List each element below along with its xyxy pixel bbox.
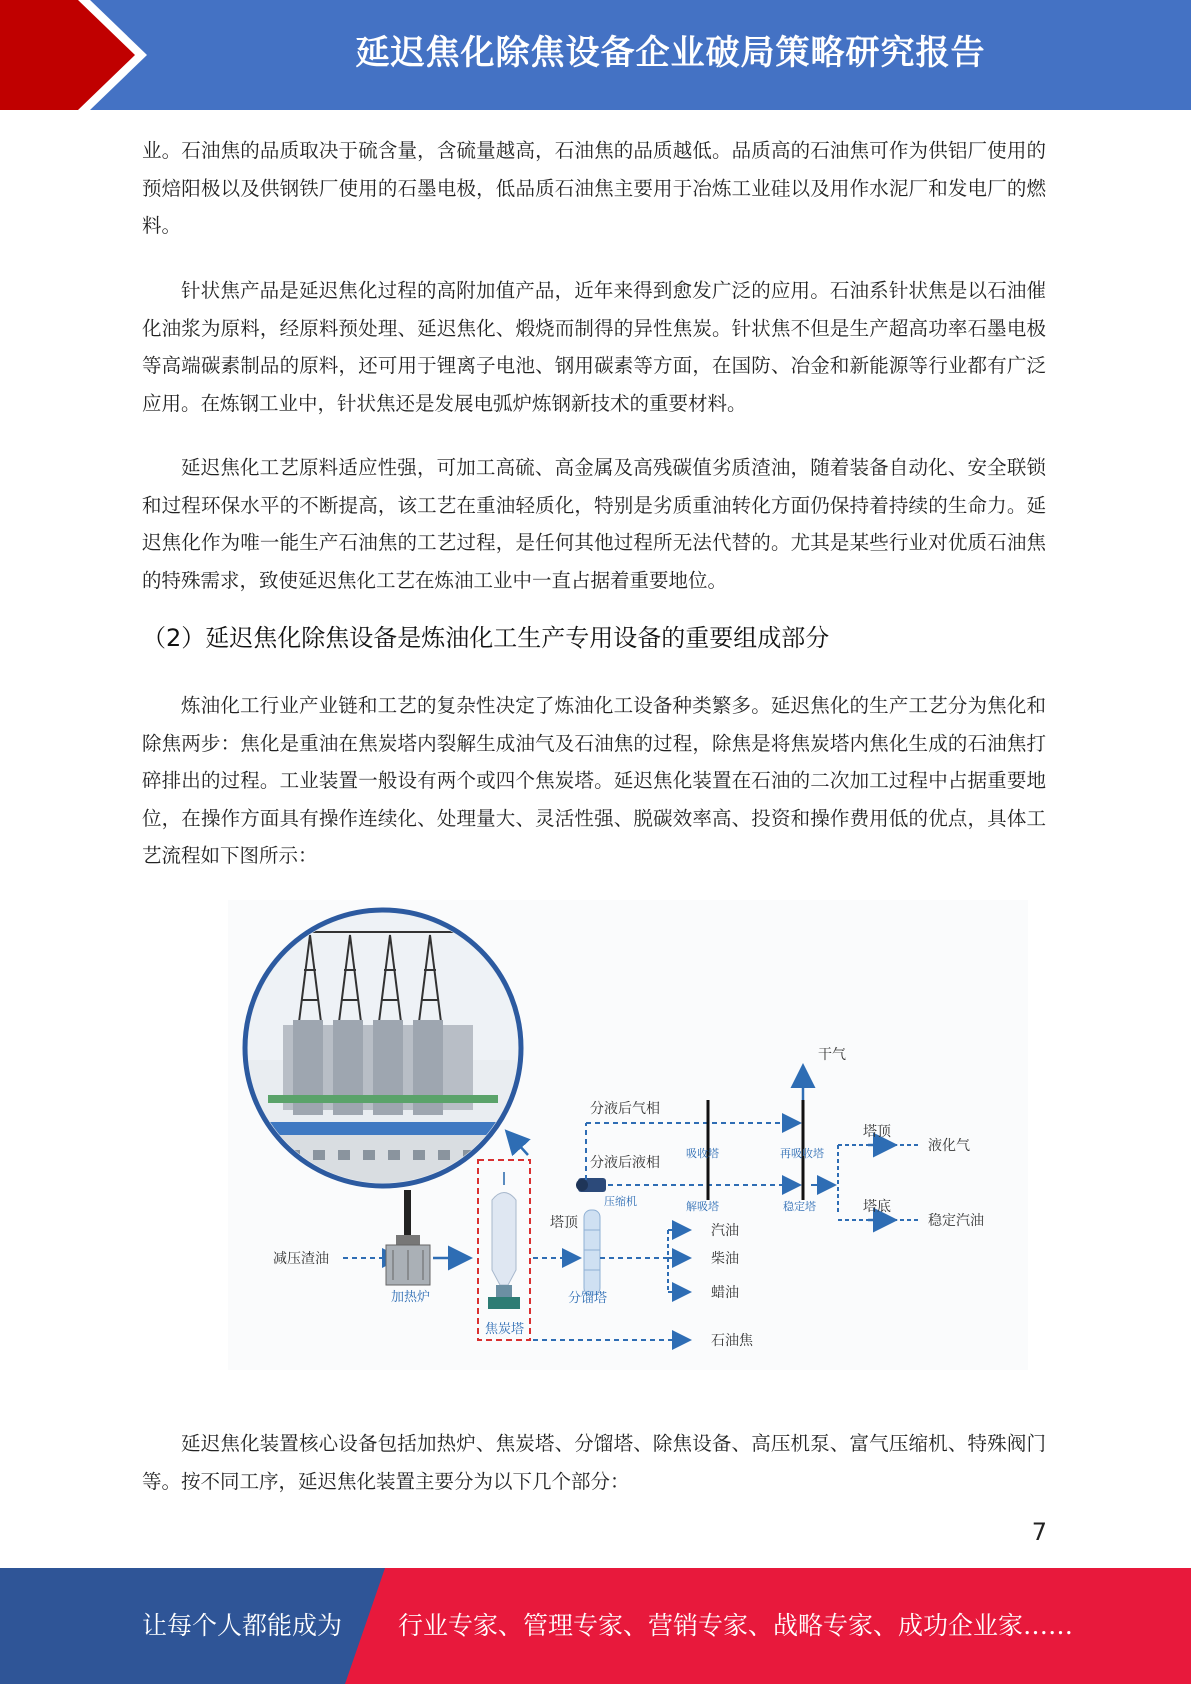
paragraph-industry-chain: 炼油化工行业产业链和工艺的复杂性决定了炼油化工设备种类繁多。延迟焦化的生产工艺分为焦化和除焦两步：焦化是重油在焦炭塔内裂解生成油气及石油焦的过程，除焦是将焦炭塔内焦化生成的石油焦打碎排出的过程。工业装置一般设有两个或四个焦炭塔。延迟焦化装置在石油的二次加工过程中占据重要地位，在操作方面具有操作连续化、处理量大、灵活性强、脱碳效率高、投资和操作费用低的优点，具体工艺流程如下图所示： bbox=[142, 694, 1046, 867]
dry-gas-label: 干气 bbox=[818, 1047, 846, 1063]
page-header bbox=[0, 0, 1191, 110]
gasoline-label: 汽油 bbox=[711, 1223, 739, 1239]
lpg-label: 液化气 bbox=[928, 1138, 970, 1154]
process-flow-diagram bbox=[228, 900, 1028, 1370]
desorber-label: 解吸塔 bbox=[686, 1200, 719, 1213]
section-heading: （2）延迟焦化除焦设备是炼油化工生产专用设备的重要组成部分 bbox=[142, 624, 830, 652]
petroleum-coke-label: 石油焦 bbox=[711, 1333, 753, 1349]
liquid-phase-label: 分液后液相 bbox=[590, 1155, 660, 1171]
fractionator-label: 分馏塔 bbox=[568, 1291, 608, 1306]
feed-label: 减压渣油 bbox=[273, 1251, 329, 1267]
stable-gasoline-label: 稳定汽油 bbox=[928, 1213, 984, 1229]
absorber-label: 吸收塔 bbox=[686, 1147, 719, 1160]
diesel-label: 柴油 bbox=[711, 1251, 739, 1267]
paragraph-core-equipment: 延迟焦化装置核心设备包括加热炉、焦炭塔、分馏塔、除焦设备、高压机泵、富气压缩机、特殊阀门等。按不同工序，延迟焦化装置主要分为以下几个部分： bbox=[142, 1432, 1046, 1493]
wax-oil-label: 蜡油 bbox=[711, 1285, 739, 1301]
compressor-icon bbox=[576, 1178, 606, 1192]
stabilizer-label: 稳定塔 bbox=[783, 1200, 816, 1213]
heater-label: 加热炉 bbox=[391, 1290, 431, 1305]
paragraph-process-adaptability: 延迟焦化工艺原料适应性强，可加工高硫、高金属及高残碳值劣质渣油，随着装备自动化、安全联锁和过程环保水平的不断提高，该工艺在重油轻质化，特别是劣质重油转化方面仍保持着持续的生命力。延迟焦化作为唯一能生产石油焦的工艺过程，是任何其他过程所无法代替的。尤其是某些行业对优质石油焦的特殊需求，致使延迟焦化工艺在炼油工业中一直占据着重要地位。 bbox=[142, 456, 1046, 592]
reabsorber-label: 再吸收塔 bbox=[780, 1147, 824, 1160]
header-chevron-icon bbox=[0, 0, 160, 110]
paragraph-coke-quality: 业。石油焦的品质取决于硫含量，含硫量越高，石油焦的品质越低。品质高的石油焦可作为供铝厂使用的预焙阳极以及供钢铁厂使用的石墨电极，低品质石油焦主要用于冶炼工业硅以及用作水泥厂和发电厂的燃料。 bbox=[142, 139, 1046, 237]
tower-top-label: 塔顶 bbox=[550, 1215, 578, 1231]
footer-slogan-right: 行业专家、管理专家、营销专家、战略专家、成功企业家…… bbox=[398, 1611, 1074, 1640]
bottom-product-label: 塔底 bbox=[863, 1199, 891, 1215]
compressor-label: 压缩机 bbox=[604, 1195, 637, 1208]
gas-phase-label: 分液后气相 bbox=[590, 1101, 660, 1117]
paragraph-needle-coke: 针状焦产品是延迟焦化过程的高附加值产品，近年来得到愈发广泛的应用。石油系针状焦是以石油催化油浆为原料，经原料预处理、延迟焦化、煅烧而制得的异性焦炭。针状焦不但是生产超高功率石墨电极等高端碳素制品的原料，还可用于锂离子电池、钢用碳素等方面，在国防、冶金和新能源等行业都有广泛应用。在炼钢工业中，针状焦还是发展电弧炉炼钢新技术的重要材料。 bbox=[142, 279, 1046, 415]
coke-drum-label: 焦炭塔 bbox=[485, 1322, 525, 1337]
top-product-label: 塔顶 bbox=[863, 1124, 891, 1140]
footer-slogan-left: 让每个人都能成为 bbox=[142, 1611, 343, 1640]
fractionator-tower bbox=[584, 1210, 600, 1295]
report-title: 延迟焦化除焦设备企业破局策略研究报告 bbox=[355, 33, 986, 73]
page-footer bbox=[0, 1568, 1191, 1684]
page-number: 7 bbox=[1031, 1518, 1047, 1546]
